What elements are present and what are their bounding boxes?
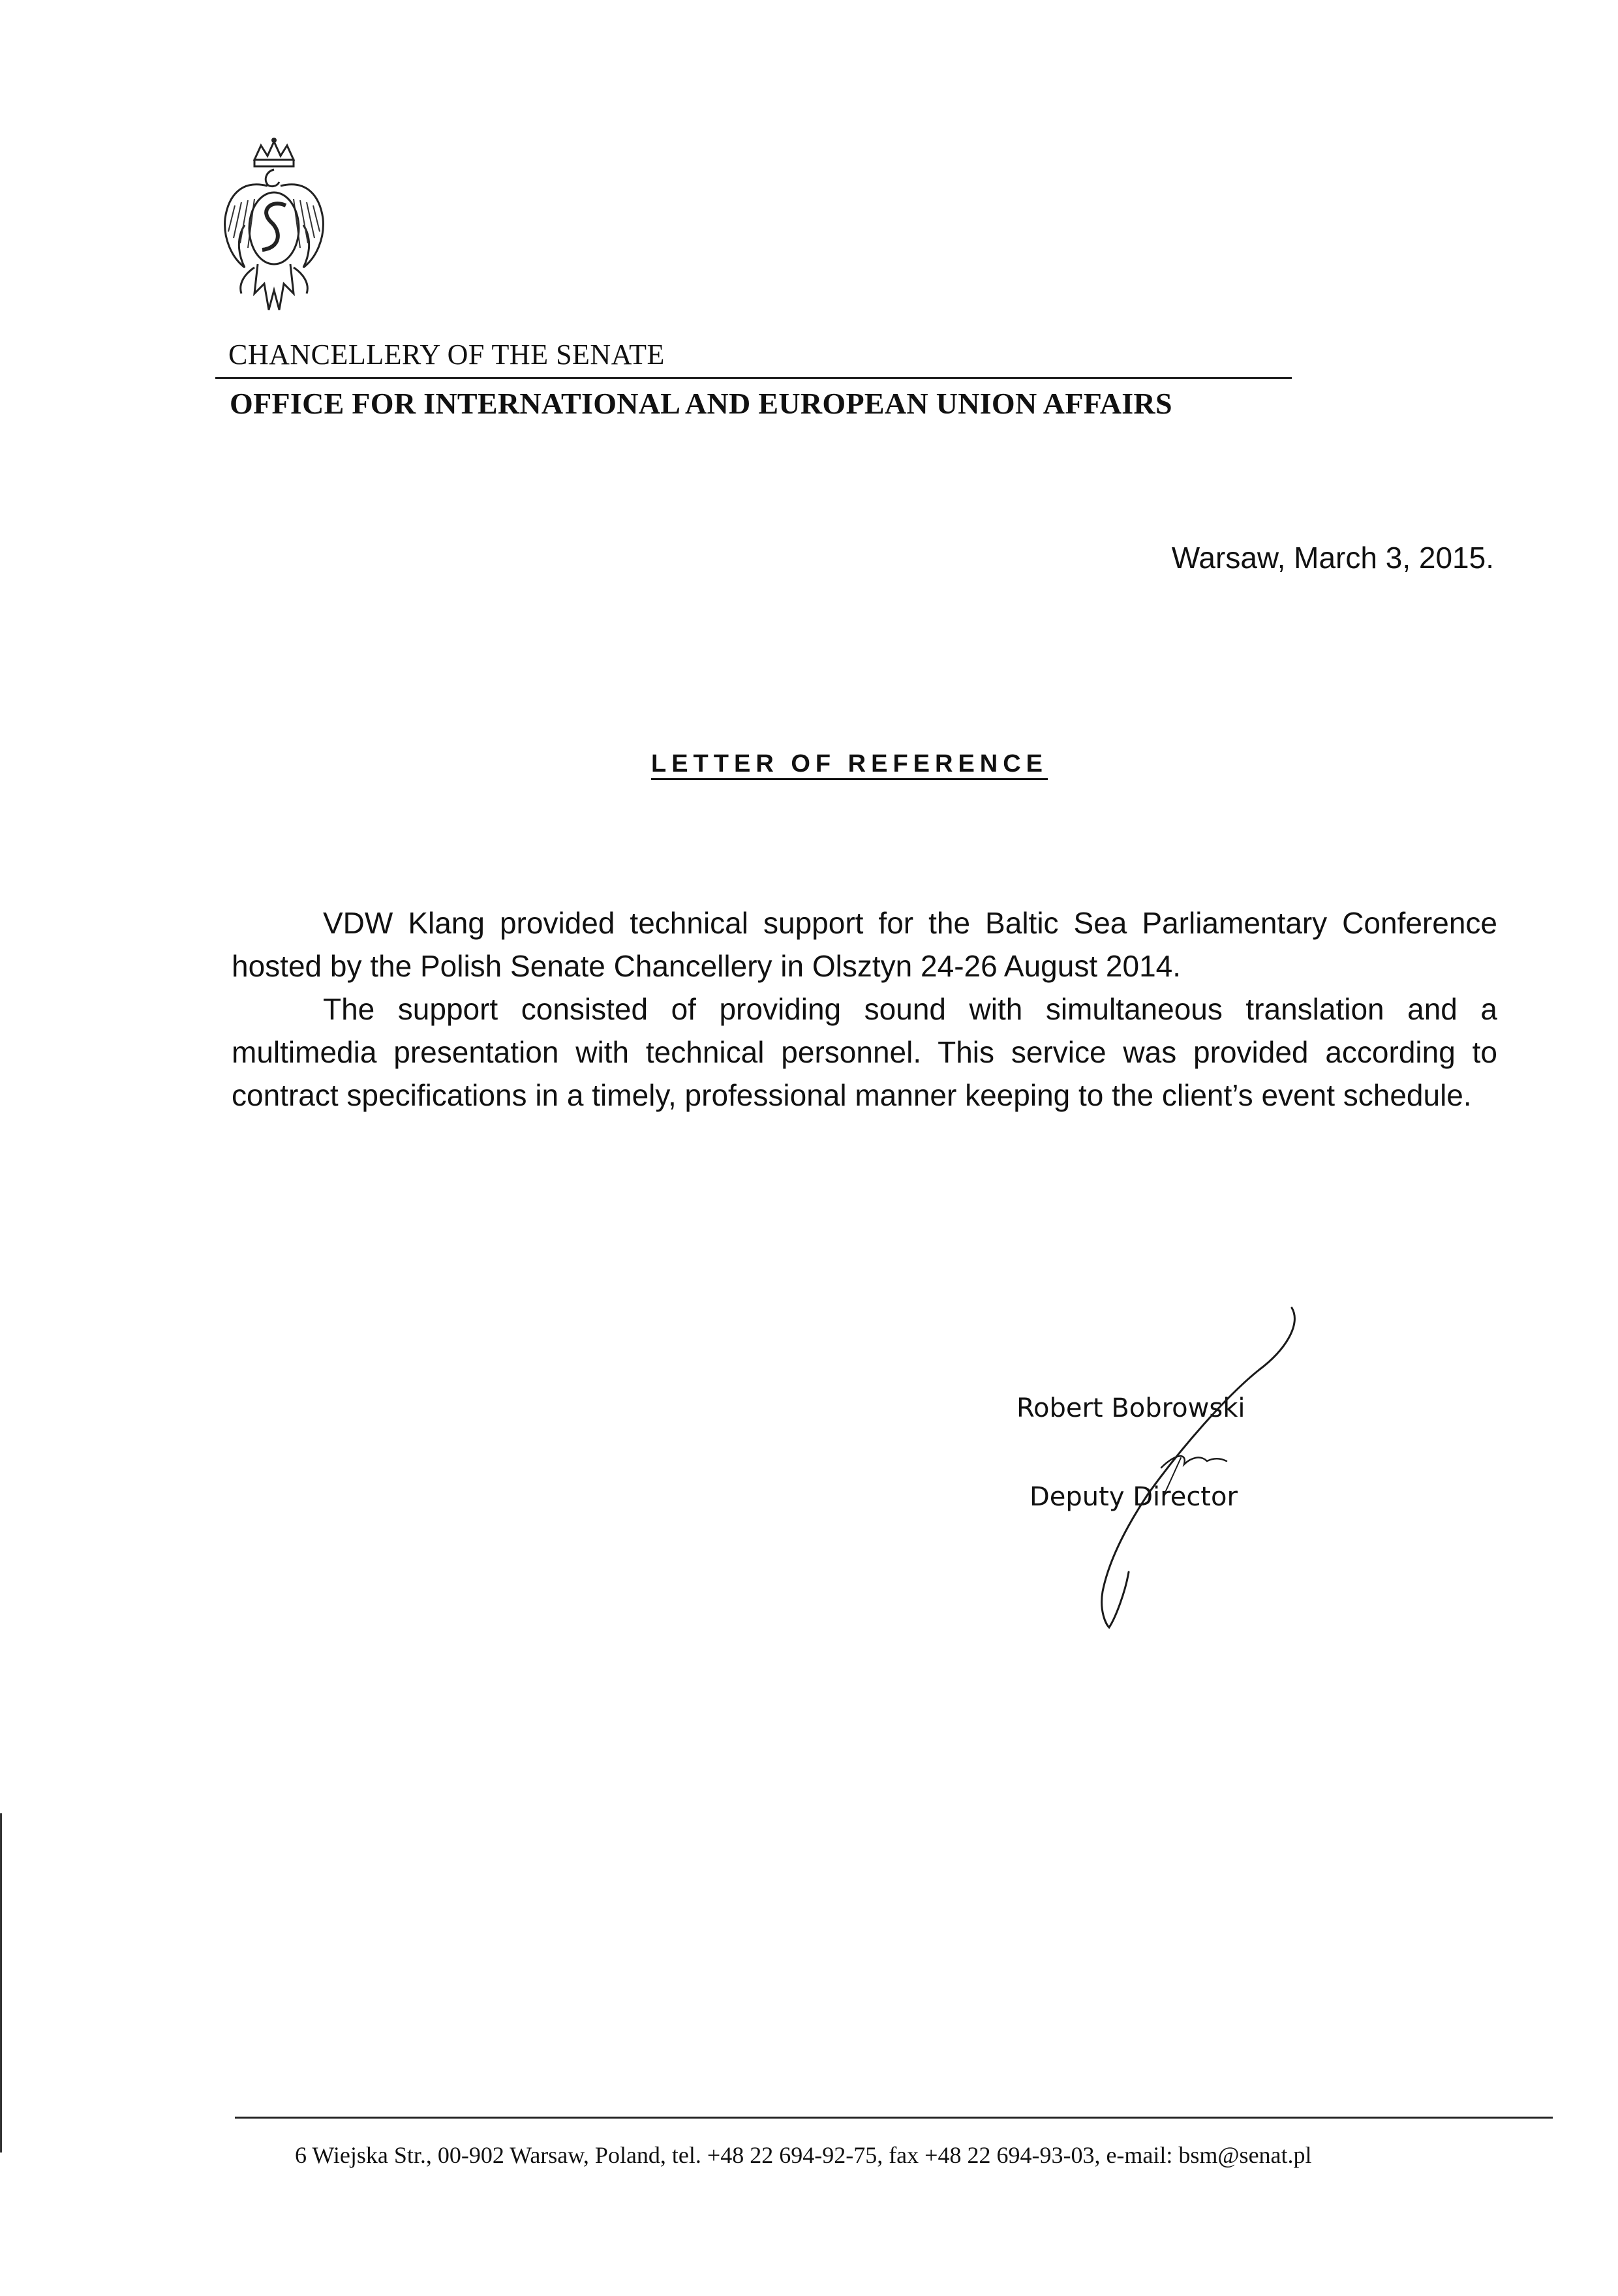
handwritten-signature xyxy=(1011,1298,1311,1637)
header-divider xyxy=(215,377,1292,379)
signer-name: Robert Bobrowski xyxy=(1016,1393,1245,1423)
signer-title: Deputy Director xyxy=(1030,1482,1238,1512)
senate-eagle-emblem-icon xyxy=(209,134,339,329)
body-paragraph: The support consisted of providing sound with simultaneous translation and a multimedia presentation with technical personnel. This service was provided according to contract specifications in a timely, professional manner keeping to the client’s event schedule. xyxy=(232,992,1497,1112)
footer-contact: 6 Wiejska Str., 00-902 Warsaw, Poland, tel. +48 22 694-92-75, fax +48 22 694-93-03, e-mail: bsm@senat.pl xyxy=(295,2142,1312,2168)
letter-body xyxy=(232,901,1497,1117)
letter-title: LETTER OF REFERENCE xyxy=(651,750,1048,778)
footer-divider xyxy=(235,2117,1553,2119)
body-paragraph: VDW Klang provided technical support for the Baltic Sea Parliamentary Conference hosted by the Polish Senate Chancellery in Olsztyn 24-26 August 2014. xyxy=(232,906,1497,983)
letter-date: Warsaw, March 3, 2015. xyxy=(1171,541,1494,575)
organization-name: CHANCELLERY OF THE SENATE xyxy=(228,339,665,370)
office-name: OFFICE FOR INTERNATIONAL AND EUROPEAN UNION AFFAIRS xyxy=(230,387,1172,420)
scan-edge-mark xyxy=(0,1813,2,2152)
